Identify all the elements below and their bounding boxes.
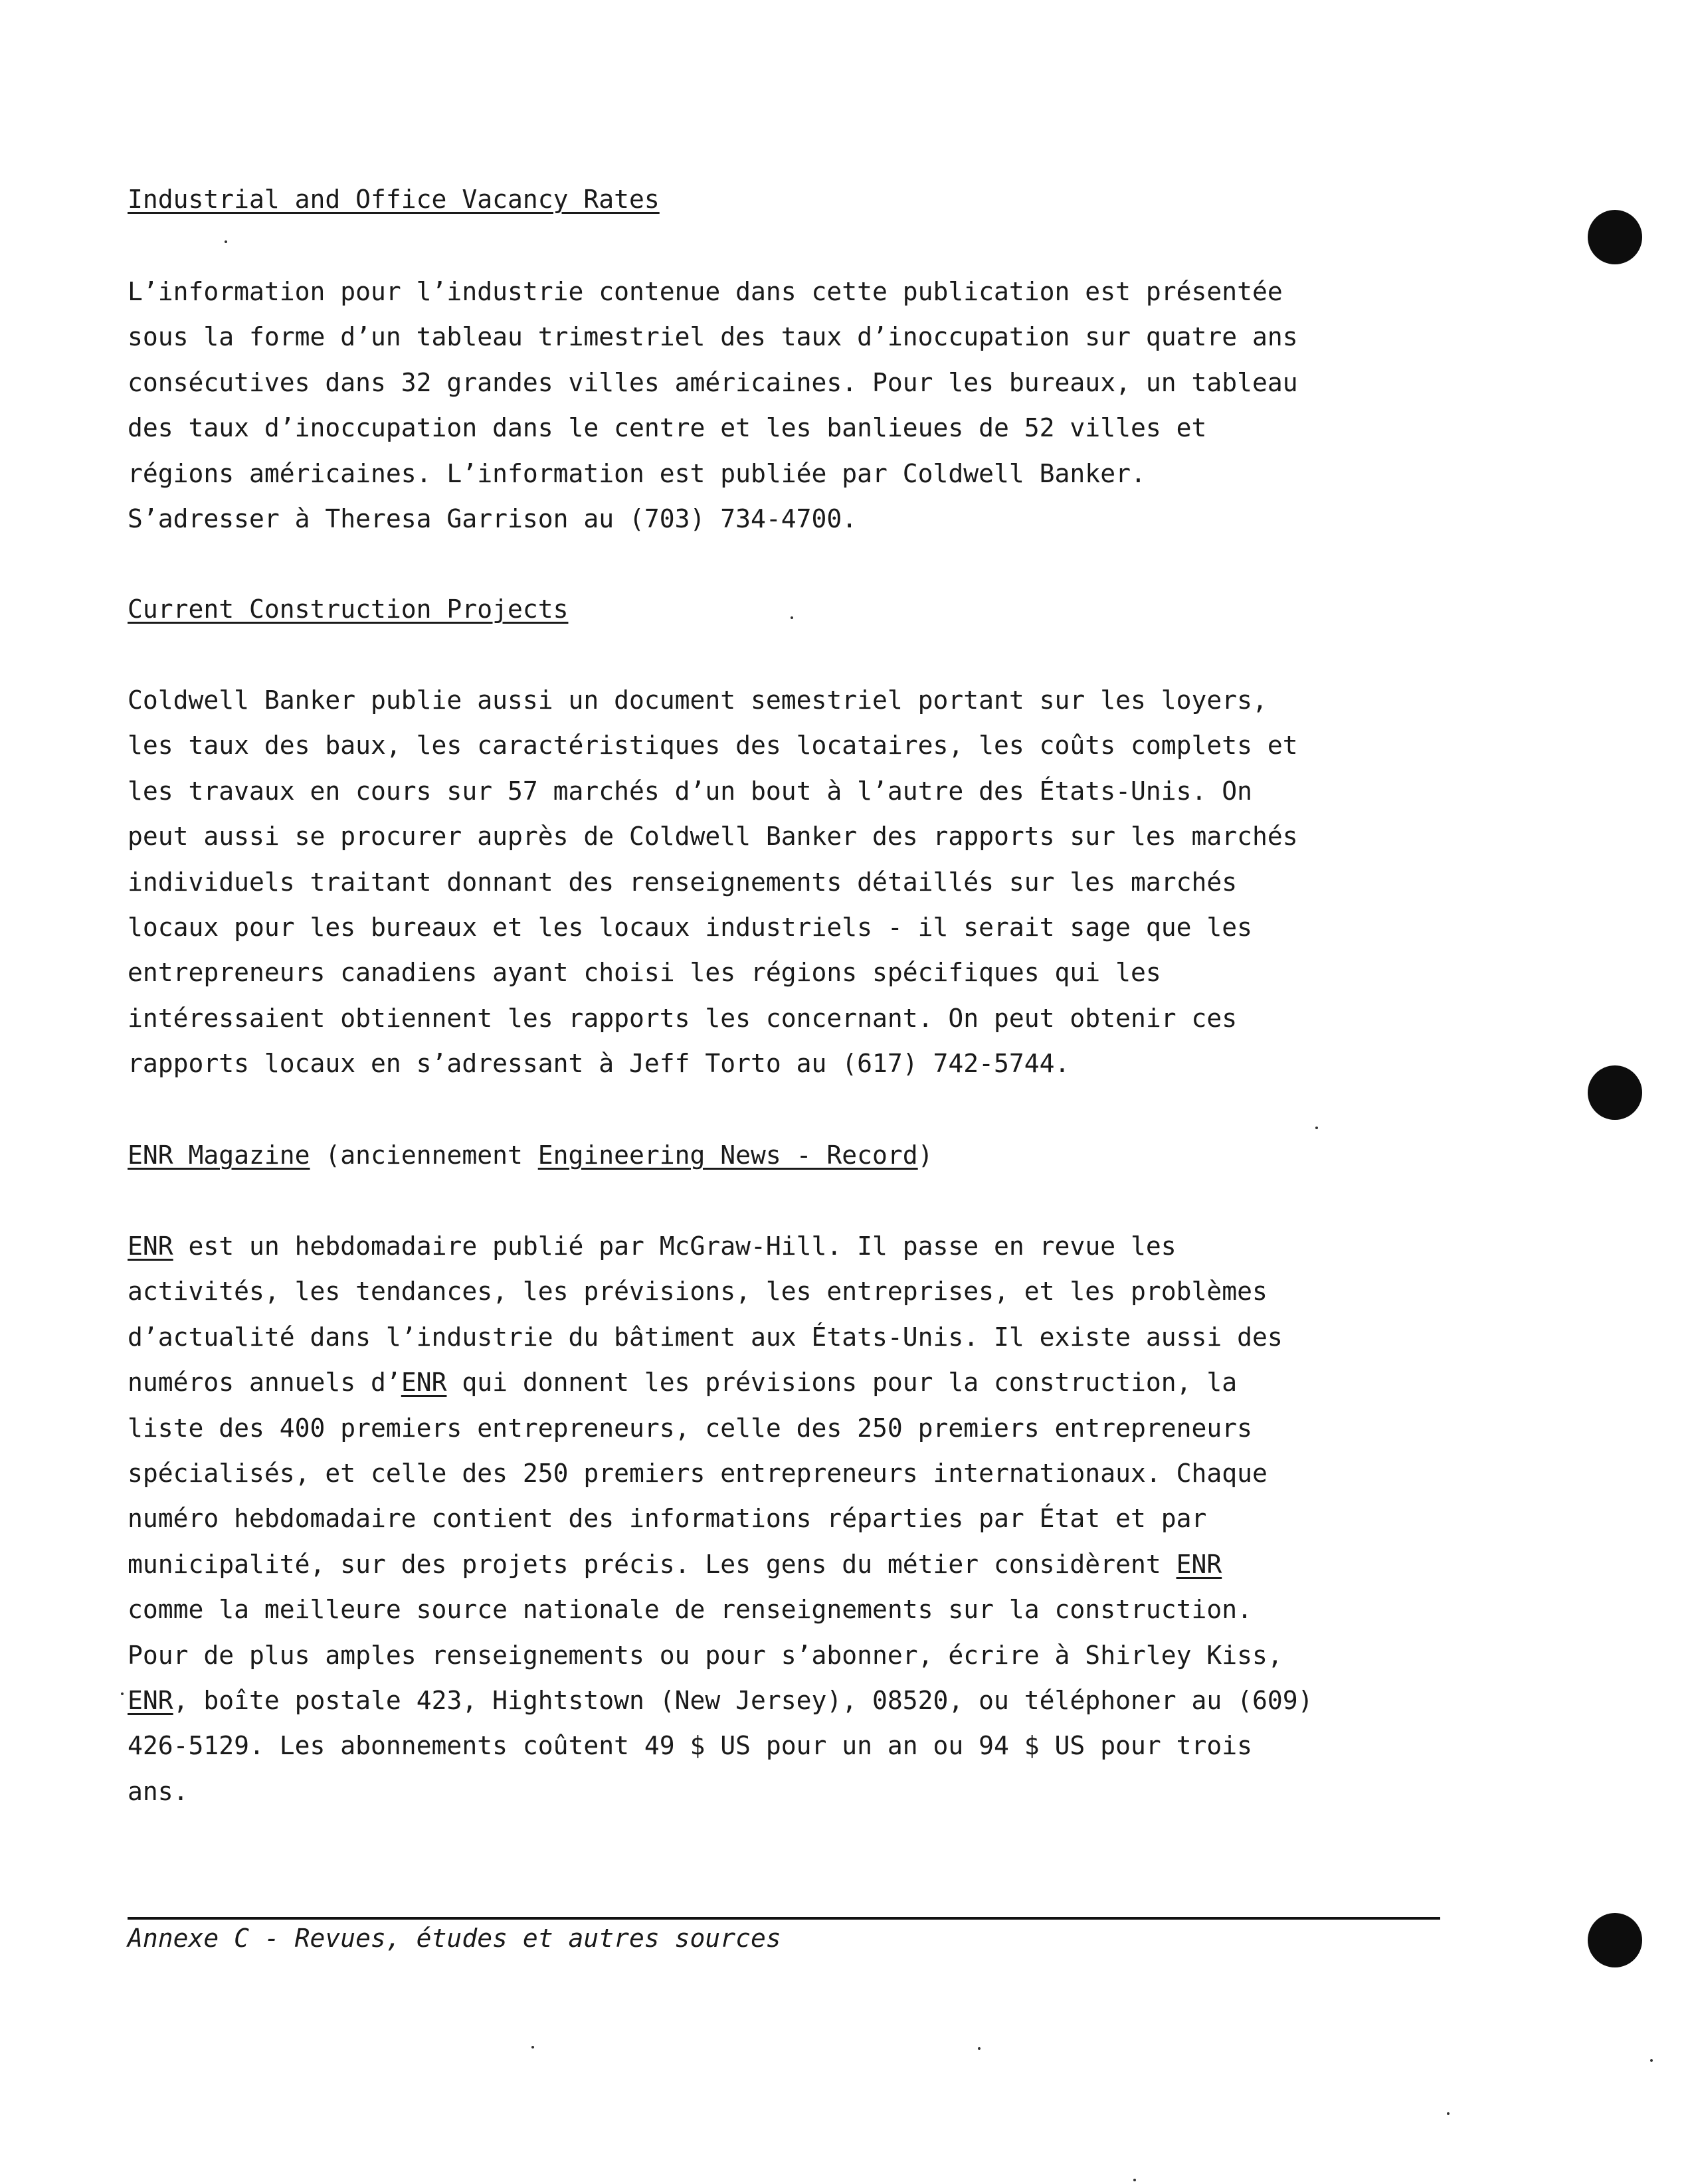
paragraph-vacancy-rates <box>128 269 1430 541</box>
text-line: L’information pour l’industrie contenue dans cette publication est présentée <box>128 277 1283 306</box>
paragraph-enr-magazine <box>128 1224 1430 1814</box>
text-line: entrepreneurs canadiens ayant choisi les régions spécifiques qui les <box>128 958 1161 988</box>
section-title-construction-projects <box>128 587 568 632</box>
text-line: individuels traitant donnant des renseignements détaillés sur les marchés <box>128 867 1238 897</box>
scan-speck <box>1650 2059 1653 2062</box>
text-line: ENR, boîte postale 423, Hightstown (New Jersey), 08520, ou téléphoner au (609) <box>128 1685 1313 1715</box>
text-line: régions américaines. L’information est publiée par Coldwell Banker. <box>128 458 1146 488</box>
enr-abbrev: ENR <box>1176 1549 1222 1579</box>
text-line: les travaux en cours sur 57 marchés d’un bout à l’autre des États-Unis. On <box>128 776 1252 806</box>
enr-abbrev: ENR <box>128 1231 173 1261</box>
scan-speck <box>225 240 227 243</box>
text-line: municipalité, sur des projets précis. Les gens du métier considèrent ENR <box>128 1549 1222 1579</box>
scan-speck <box>1447 2112 1450 2115</box>
punch-hole <box>1588 210 1642 264</box>
section-title-text: Current Construction Projects <box>128 594 569 624</box>
text-line: les taux des baux, les caractéristiques des locataires, les coûts complets et <box>128 731 1298 761</box>
engineering-news-record-title: Engineering News - Record <box>537 1140 918 1170</box>
text-line: intéressaient obtiennent les rapports les concernant. On peut obtenir ces <box>128 1003 1238 1033</box>
text-line: consécutives dans 32 grandes villes américaines. Pour les bureaux, un tableau <box>128 367 1298 397</box>
text-line: rapports locaux en s’adressant à Jeff Torto au (617) 742-5744. <box>128 1049 1070 1079</box>
section-title-enr-magazine <box>128 1133 933 1178</box>
text-line: peut aussi se procurer auprès de Coldwell Banker des rapports sur les marchés <box>128 822 1298 852</box>
scan-speck <box>121 1692 124 1695</box>
text-line: spécialisés, et celle des 250 premiers entrepreneurs internationaux. Chaque <box>128 1458 1268 1488</box>
punch-hole <box>1588 1913 1642 1967</box>
title-close: ) <box>917 1140 933 1170</box>
enr-magazine-title: ENR Magazine <box>128 1140 310 1170</box>
enr-abbrev: ENR <box>128 1685 173 1715</box>
text-line: Pour de plus amples renseignements ou pour s’abonner, écrire à Shirley Kiss, <box>128 1640 1283 1670</box>
text-line: d’actualité dans l’industrie du bâtiment aux États-Unis. Il existe aussi des <box>128 1322 1283 1352</box>
scan-speck <box>531 2046 534 2048</box>
scan-speck <box>791 616 793 619</box>
text-line: numéro hebdomadaire contient des informations réparties par État et par <box>128 1504 1207 1534</box>
text-line: ENR est un hebdomadaire publié par McGraw-Hill. Il passe en revue les <box>128 1231 1176 1261</box>
text-line: sous la forme d’un tableau trimestriel des taux d’inoccupation sur quatre ans <box>128 322 1298 352</box>
scan-speck <box>1133 2179 1136 2181</box>
text-line: locaux pour les bureaux et les locaux industriels - il serait sage que les <box>128 912 1252 942</box>
enr-abbrev: ENR <box>401 1368 447 1398</box>
punch-hole <box>1588 1065 1642 1120</box>
section-title-vacancy-rates <box>128 177 660 222</box>
title-connector: (anciennement <box>310 1140 538 1170</box>
scan-speck <box>978 2047 981 2050</box>
text-line: activités, les tendances, les prévisions, les entreprises, et les problèmes <box>128 1277 1268 1307</box>
paragraph-construction-projects <box>128 678 1430 1087</box>
text-line: 426-5129. Les abonnements coûtent 49 $ US pour un an ou 94 $ US pour trois <box>128 1731 1252 1761</box>
text-line: ans. <box>128 1776 189 1806</box>
text-line: Coldwell Banker publie aussi un document semestriel portant sur les loyers, <box>128 685 1268 715</box>
section-title-text: Industrial and Office Vacancy Rates <box>128 185 660 214</box>
footer-caption: Annexe C - Revues, études et autres sources <box>128 1924 781 1953</box>
scan-speck <box>1315 1127 1318 1129</box>
text-line: comme la meilleure source nationale de renseignements sur la construction. <box>128 1595 1252 1625</box>
text-line: liste des 400 premiers entrepreneurs, celle des 250 premiers entrepreneurs <box>128 1413 1252 1443</box>
text-line: des taux d’inoccupation dans le centre et les banlieues de 52 villes et <box>128 413 1207 443</box>
text-line: numéros annuels d’ENR qui donnent les prévisions pour la construction, la <box>128 1368 1238 1398</box>
text-line: S’adresser à Theresa Garrison au (703) 734-4700. <box>128 503 858 533</box>
